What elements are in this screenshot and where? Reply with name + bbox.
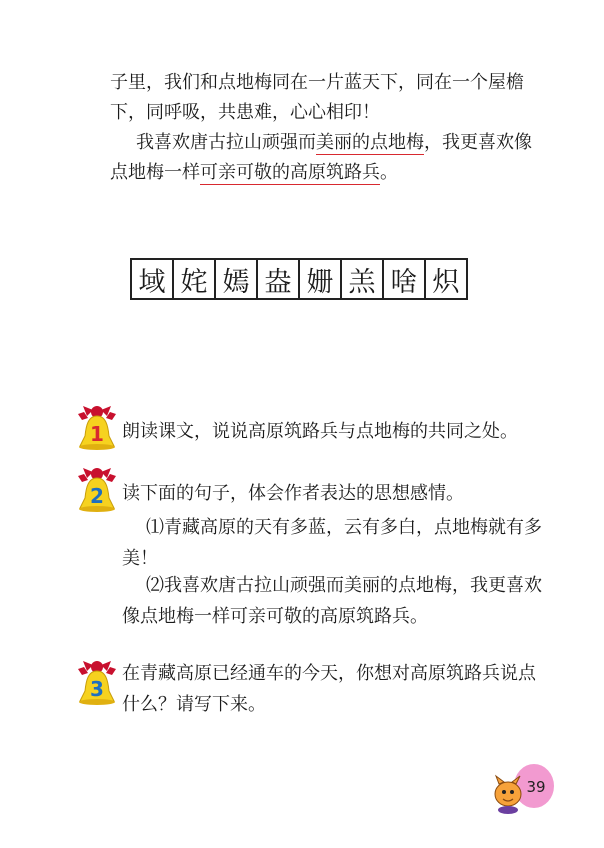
page-number-badge (486, 760, 556, 816)
p2-underline-1: 美丽的点地梅 (316, 132, 424, 153)
question-1-text: 朗读课文，说说高原筑路兵与点地梅的共同之处。 (122, 421, 518, 442)
new-char: 啥 (384, 260, 426, 298)
question-2-sentence-2: ⑵我喜欢唐古拉山顽强而美丽的点地梅，我更喜欢像点地梅一样可亲可敬的高原筑路兵。 (122, 575, 542, 627)
p2-text-c: 。 (380, 162, 398, 183)
new-char: 域 (132, 260, 174, 298)
q1-number: 1 (90, 422, 104, 446)
new-char: 羔 (342, 260, 384, 298)
p2-text-b: ，我更喜欢像点地梅一样 (110, 132, 532, 183)
question-2-sentence-1: ⑴青藏高原的天有多蓝，云有多白，点地梅就有多美！ (122, 517, 542, 569)
new-char: 姗 (300, 260, 342, 298)
bell-icon-2 (74, 462, 120, 518)
new-char: 姹 (174, 260, 216, 298)
new-char: 盎 (258, 260, 300, 298)
passage-paragraph-1: 子里，我们和点地梅同在一片蓝天下，同在一个屋檐下，同呼吸，共患难，心心相印！ (110, 72, 524, 123)
new-char: 嫣 (216, 260, 258, 298)
new-char: 炽 (432, 266, 460, 298)
question-3-text: 在青藏高原已经通车的今天，你想对高原筑路兵说点什么？请写下来。 (122, 663, 536, 715)
passage-paragraph-2 (110, 128, 540, 188)
new-characters-box (130, 258, 468, 300)
p2-underline-2: 可亲可敬的高原筑路兵 (200, 162, 380, 183)
question-2-text: 读下面的句子，体会作者表达的思想感情。 (122, 483, 464, 504)
bell-icon-3 (74, 655, 120, 711)
page-number: 39 (526, 778, 546, 796)
q2-number: 2 (90, 484, 104, 508)
q3-number: 3 (90, 677, 104, 701)
bell-icon-1 (74, 400, 120, 456)
p2-text-a: 我喜欢唐古拉山顽强而 (136, 132, 316, 153)
